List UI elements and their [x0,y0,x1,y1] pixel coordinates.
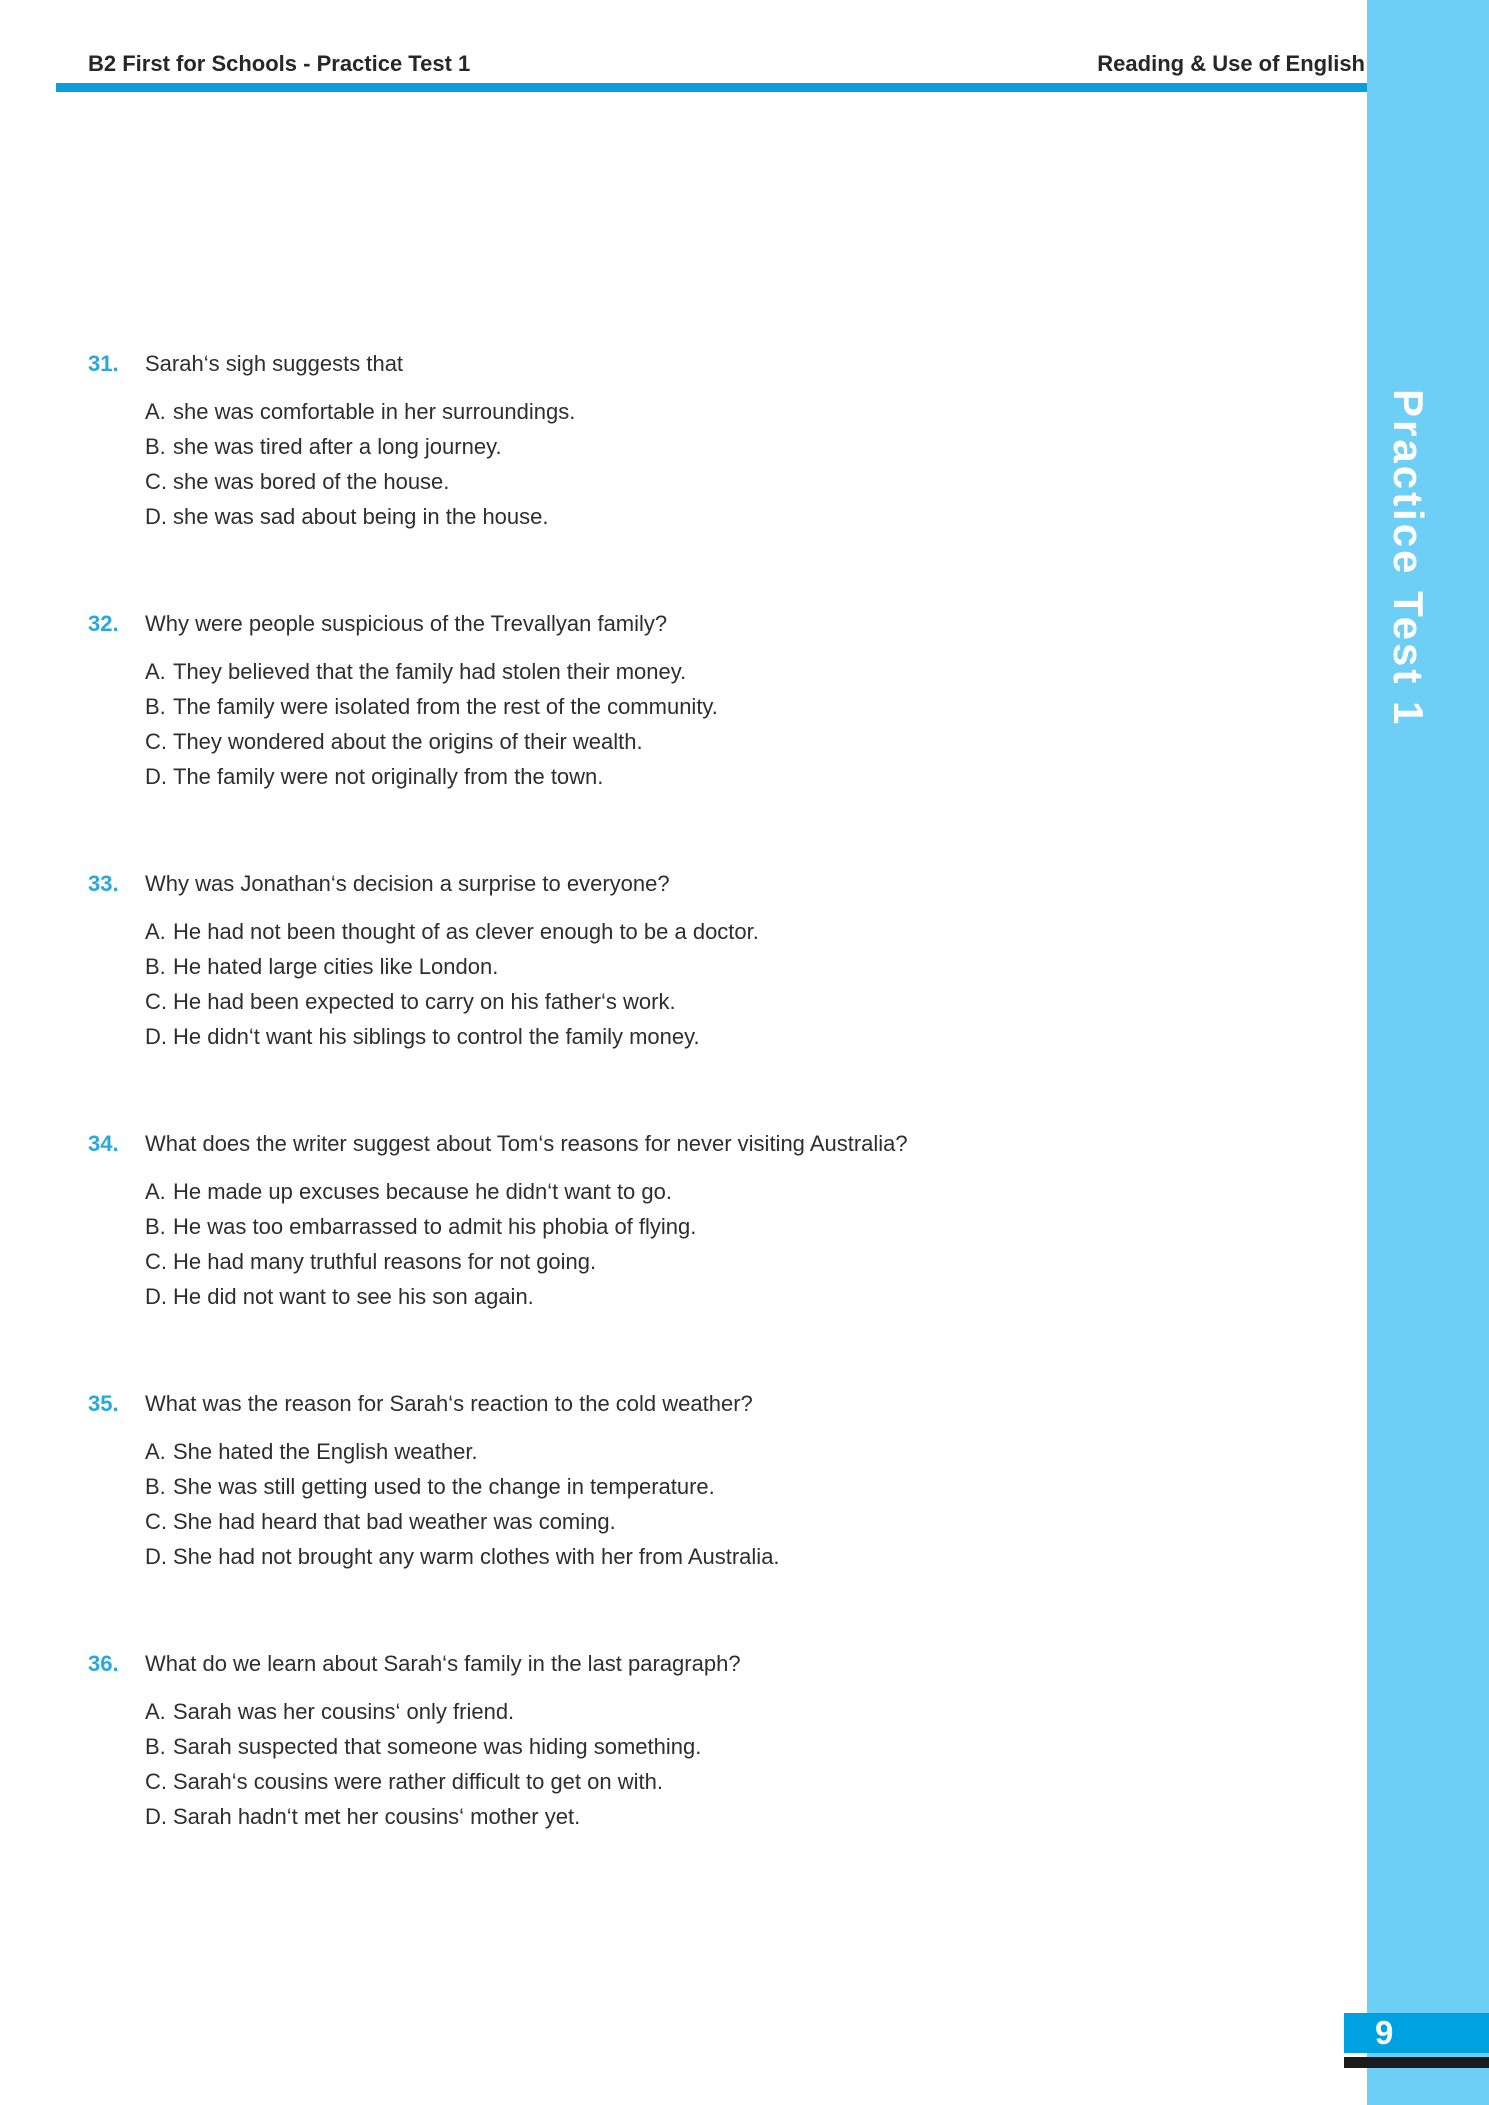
option-row [145,1504,1343,1539]
option-letter: B. [145,1474,166,1499]
question-number: 36. [88,1651,119,1676]
question-block [88,606,1343,794]
footer-bar [1344,2057,1489,2068]
question-row [88,866,1343,902]
options-list [145,654,1343,794]
options-list [145,914,1343,1054]
option-row [145,1244,1343,1279]
option-row [145,1434,1343,1469]
option-letter: A. [145,1179,166,1204]
option-text: They wondered about the origins of their wealth. [173,729,643,754]
option-letter: B. [145,694,166,719]
question-number: 31. [88,351,119,376]
question-row [88,606,1343,642]
option-row [145,654,1343,689]
option-row [145,429,1343,464]
option-text: He did not want to see his son again. [173,1284,534,1309]
option-text: she was bored of the house. [173,469,450,494]
header-rule [56,83,1367,92]
option-text: He made up excuses because he didn‘t want to go. [173,1179,672,1204]
option-row [145,1019,1343,1054]
option-letter: D. [145,1284,167,1309]
question-text: What do we learn about Sarah‘s family in the last paragraph? [145,1651,741,1676]
question-block [88,1386,1343,1574]
option-letter: A. [145,1439,166,1464]
option-letter: D. [145,1544,167,1569]
option-row [145,1729,1343,1764]
option-text: She hated the English weather. [173,1439,478,1464]
option-letter: A. [145,399,166,424]
option-letter: C. [145,1249,167,1274]
option-row [145,949,1343,984]
question-text: Why was Jonathan‘s decision a surprise to everyone? [145,871,670,896]
options-list [145,1434,1343,1574]
page-number-box [1344,2013,1489,2053]
option-text: she was comfortable in her surroundings. [173,399,576,424]
question-text: What does the writer suggest about Tom‘s reasons for never visiting Australia? [145,1131,908,1156]
option-text: She had not brought any warm clothes with her from Australia. [173,1544,780,1569]
option-row [145,1764,1343,1799]
option-row [145,1799,1343,1834]
option-letter: A. [145,1699,166,1724]
option-letter: B. [145,434,166,459]
option-text: He had not been thought of as clever enough to be a doctor. [173,919,759,944]
option-row [145,464,1343,499]
option-row [145,1279,1343,1314]
option-letter: C. [145,469,167,494]
option-letter: B. [145,1214,166,1239]
option-letter: A. [145,919,166,944]
option-text: The family were not originally from the town. [173,764,604,789]
option-text: He hated large cities like London. [173,954,499,979]
option-letter: C. [145,729,167,754]
option-text: He didn‘t want his siblings to control the family money. [173,1024,700,1049]
option-text: They believed that the family had stolen their money. [173,659,687,684]
option-letter: D. [145,1024,167,1049]
option-letter: B. [145,1734,166,1759]
option-text: Sarah hadn‘t met her cousins‘ mother yet. [173,1804,581,1829]
option-row [145,1469,1343,1504]
option-letter: C. [145,1509,167,1534]
question-block [88,1646,1343,1834]
option-text: He had been expected to carry on his father‘s work. [173,989,676,1014]
header-book-title: B2 First for Schools - Practice Test 1 [88,51,471,76]
question-row [88,1646,1343,1682]
option-text: she was tired after a long journey. [173,434,502,459]
question-number: 32. [88,611,119,636]
option-row [145,914,1343,949]
option-letter: B. [145,954,166,979]
page-number: 9 [1375,2014,1394,2051]
option-row [145,394,1343,429]
option-row [145,759,1343,794]
question-row [88,1386,1343,1422]
question-row [88,1126,1343,1162]
option-text: She had heard that bad weather was coming. [173,1509,616,1534]
option-row [145,1539,1343,1574]
option-row [145,1694,1343,1729]
option-row [145,689,1343,724]
option-row [145,984,1343,1019]
question-text: Why were people suspicious of the Trevallyan family? [145,611,668,636]
question-block [88,1126,1343,1314]
sidebar-label: Practice Test 1 [1385,389,1432,728]
question-number: 34. [88,1131,119,1156]
option-row [145,1174,1343,1209]
questions [88,346,1343,1906]
question-row [88,346,1343,382]
option-row [145,1209,1343,1244]
option-text: The family were isolated from the rest of the community. [173,694,718,719]
sidebar [1367,0,1489,2105]
question-number: 33. [88,871,119,896]
option-row [145,724,1343,759]
option-letter: D. [145,504,167,529]
option-letter: C. [145,989,167,1014]
options-list [145,1174,1343,1314]
options-list [145,394,1343,534]
question-number: 35. [88,1391,119,1416]
option-letter: D. [145,764,167,789]
question-text: What was the reason for Sarah‘s reaction to the cold weather? [145,1391,753,1416]
question-block [88,346,1343,534]
options-list [145,1694,1343,1834]
option-text: She was still getting used to the change in temperature. [173,1474,715,1499]
option-text: she was sad about being in the house. [173,504,549,529]
option-letter: D. [145,1804,167,1829]
option-text: Sarah was her cousins‘ only friend. [173,1699,515,1724]
option-row [145,499,1343,534]
option-text: Sarah suspected that someone was hiding something. [173,1734,702,1759]
header-section-title: Reading & Use of English [1097,51,1365,76]
option-letter: A. [145,659,166,684]
question-block [88,866,1343,1054]
option-letter: C. [145,1769,167,1794]
option-text: He had many truthful reasons for not going. [173,1249,597,1274]
question-text: Sarah‘s sigh suggests that [145,351,404,376]
option-text: Sarah‘s cousins were rather difficult to get on with. [173,1769,663,1794]
option-text: He was too embarrassed to admit his phobia of flying. [173,1214,697,1239]
